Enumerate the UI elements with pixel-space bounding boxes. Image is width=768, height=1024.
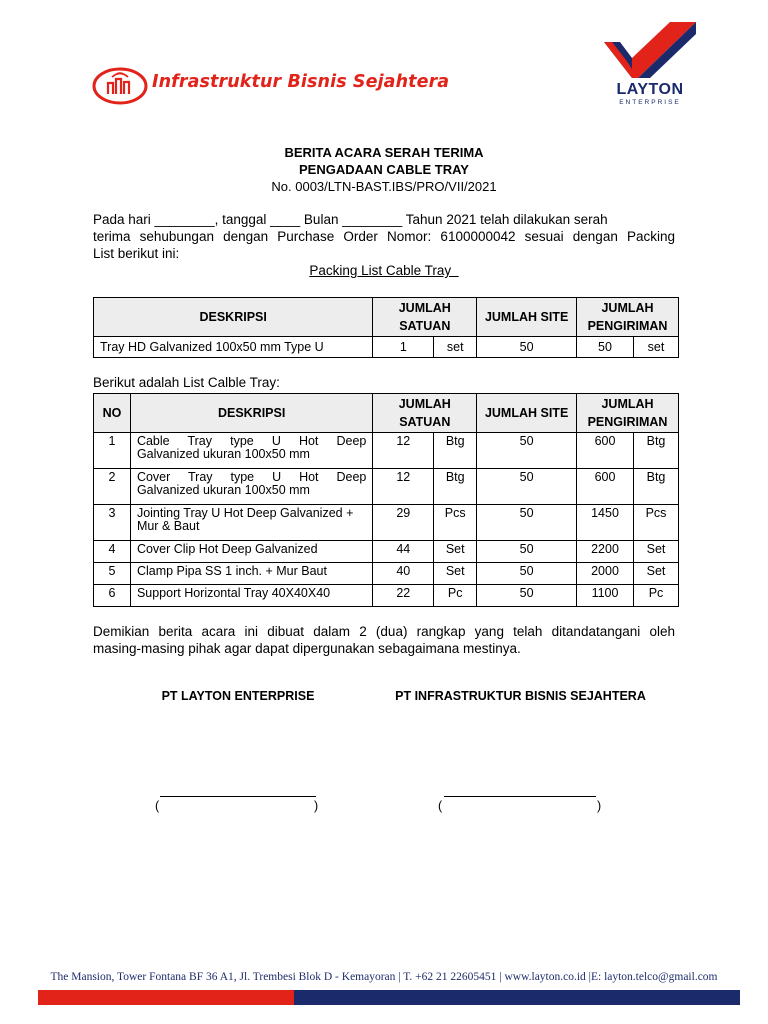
cell-pengiriman-qty: 50 — [577, 337, 634, 358]
packing-table-header — [94, 298, 679, 337]
header-jumlah-site: JUMLAH SITE — [477, 298, 577, 337]
cell-site: 50 — [477, 337, 577, 358]
signature-left-paren-close: ) — [314, 799, 319, 813]
cable-tray-list-table — [93, 393, 679, 607]
cell-deskripsi — [130, 433, 372, 469]
desc-line-1: Cable Tray type U Hot Deep — [136, 434, 367, 448]
header-no: NO — [94, 394, 131, 433]
list-table-header — [94, 394, 679, 433]
cell-ship-unit: Pc — [633, 585, 678, 607]
cell-qty: 12 — [373, 433, 434, 469]
cell-unit: Btg — [434, 433, 477, 469]
desc-line-1: Jointing Tray U Hot Deep Galvanized + — [136, 506, 354, 520]
ibs-logo-text: Infrastruktur Bisnis Sejahtera — [152, 72, 450, 92]
header-deskripsi: DESKRIPSI — [94, 298, 373, 337]
header-deskripsi: DESKRIPSI — [130, 394, 372, 433]
cell-deskripsi: Cover Clip Hot Deep Galvanized — [130, 541, 372, 563]
cell-no: 3 — [94, 505, 131, 541]
cell-no: 2 — [94, 469, 131, 505]
cell-site: 50 — [477, 563, 577, 585]
signature-right-paren-close: ) — [597, 799, 602, 813]
intro-line-1: Pada hari ________, tanggal ____ Bulan ________ Tahun 2021 telah dilakukan serah — [93, 212, 608, 227]
cell-qty: 29 — [373, 505, 434, 541]
cell-site: 50 — [477, 433, 577, 469]
cell-site: 50 — [477, 585, 577, 607]
cell-unit: Set — [434, 541, 477, 563]
ibs-logo — [92, 64, 452, 108]
signature-right-paren-open: ( — [438, 799, 443, 813]
cell-satuan-qty: 1 — [373, 337, 434, 358]
list-intro: Berikut adalah List Calble Tray: — [93, 375, 280, 390]
cell-ship-qty: 2200 — [577, 541, 634, 563]
signature-left-line — [160, 796, 316, 797]
cell-unit: Pcs — [434, 505, 477, 541]
cell-site: 50 — [477, 505, 577, 541]
document-number: No. 0003/LTN-BAST.IBS/PRO/VII/2021 — [271, 179, 497, 194]
cell-deskripsi — [130, 505, 372, 541]
cell-ship-qty: 1100 — [577, 585, 634, 607]
cell-qty: 44 — [373, 541, 434, 563]
cell-qty: 12 — [373, 469, 434, 505]
desc-line-1: Cover Tray type U Hot Deep — [136, 470, 367, 484]
packing-table — [93, 297, 679, 358]
cell-qty: 22 — [373, 585, 434, 607]
table-row — [94, 469, 679, 505]
cell-satuan-unit: set — [434, 337, 477, 358]
cell-ship-unit: Set — [633, 541, 678, 563]
layton-check-icon — [598, 20, 702, 80]
cell-ship-unit: Btg — [633, 433, 678, 469]
intro-line-2: terima sehubungan dengan Purchase Order Nomor: 6100000042 sesuai dengan Packing — [93, 229, 675, 244]
cell-no: 1 — [94, 433, 131, 469]
cell-ship-unit: Btg — [633, 469, 678, 505]
cell-site: 50 — [477, 469, 577, 505]
cell-ship-qty: 2000 — [577, 563, 634, 585]
cell-no: 5 — [94, 563, 131, 585]
table-row — [94, 337, 679, 358]
desc-line-2: Galvanized ukuran 100x50 mm — [136, 483, 310, 497]
packing-list-title-text: Packing List Cable Tray — [309, 263, 459, 278]
cell-deskripsi: Support Horizontal Tray 40X40X40 — [130, 585, 372, 607]
cell-ship-unit: Set — [633, 563, 678, 585]
cell-unit: Set — [434, 563, 477, 585]
ibs-emblem-icon — [92, 64, 148, 108]
intro-line-3: List berikut ini: — [93, 246, 180, 261]
table-row — [94, 541, 679, 563]
cell-site: 50 — [477, 541, 577, 563]
cell-unit: Btg — [434, 469, 477, 505]
cell-unit: Pc — [434, 585, 477, 607]
table-row — [94, 433, 679, 469]
packing-list-title — [0, 263, 768, 278]
cell-no: 4 — [94, 541, 131, 563]
header-jumlah-pengiriman: JUMLAH PENGIRIMAN — [577, 394, 679, 433]
desc-line-2: Galvanized ukuran 100x50 mm — [136, 447, 310, 461]
cell-qty: 40 — [373, 563, 434, 585]
signature-right-company: PT INFRASTRUKTUR BISNIS SEJAHTERA — [395, 689, 646, 703]
layton-logo — [598, 20, 702, 110]
signature-left-company: PT LAYTON ENTERPRISE — [161, 689, 315, 703]
closing-line-1: Demikian berita acara ini dibuat dalam 2 (dua) rangkap yang telah ditandatangani oleh — [93, 624, 675, 639]
cell-pengiriman-unit: set — [633, 337, 678, 358]
footer-bar-blue — [294, 990, 740, 1005]
cell-ship-qty: 600 — [577, 433, 634, 469]
cell-deskripsi: Tray HD Galvanized 100x50 mm Type U — [94, 337, 373, 358]
desc-line-2: Mur & Baut — [136, 519, 200, 533]
header-jumlah-site: JUMLAH SITE — [477, 394, 577, 433]
signature-left-paren-open: ( — [155, 799, 160, 813]
cell-ship-qty: 600 — [577, 469, 634, 505]
document-subtitle: PENGADAAN CABLE TRAY — [299, 162, 469, 177]
document-title: BERITA ACARA SERAH TERIMA — [284, 145, 484, 160]
signature-right-line — [444, 796, 596, 797]
table-row — [94, 585, 679, 607]
layton-logo-sub: ENTERPRISE — [619, 99, 681, 106]
table-row — [94, 505, 679, 541]
footer-bar-red — [38, 990, 294, 1005]
cell-deskripsi: Clamp Pipa SS 1 inch. + Mur Baut — [130, 563, 372, 585]
header-jumlah-satuan: JUMLAH SATUAN — [373, 394, 477, 433]
cell-no: 6 — [94, 585, 131, 607]
header-jumlah-pengiriman: JUMLAH PENGIRIMAN — [577, 298, 679, 337]
table-row — [94, 563, 679, 585]
closing-line-2: masing-masing pihak agar dapat dipergunakan sebagaimana mestinya. — [93, 641, 521, 656]
layton-logo-name: LAYTON — [616, 81, 684, 98]
cell-deskripsi — [130, 469, 372, 505]
footer-address: The Mansion, Tower Fontana BF 36 A1, Jl. Trembesi Blok D - Kemayoran | T. +62 21 22605451 | www.layton.co.id |E: layton.telco@gmail.com — [50, 971, 718, 983]
cell-ship-unit: Pcs — [633, 505, 678, 541]
header-jumlah-satuan: JUMLAH SATUAN — [373, 298, 477, 337]
cell-ship-qty: 1450 — [577, 505, 634, 541]
